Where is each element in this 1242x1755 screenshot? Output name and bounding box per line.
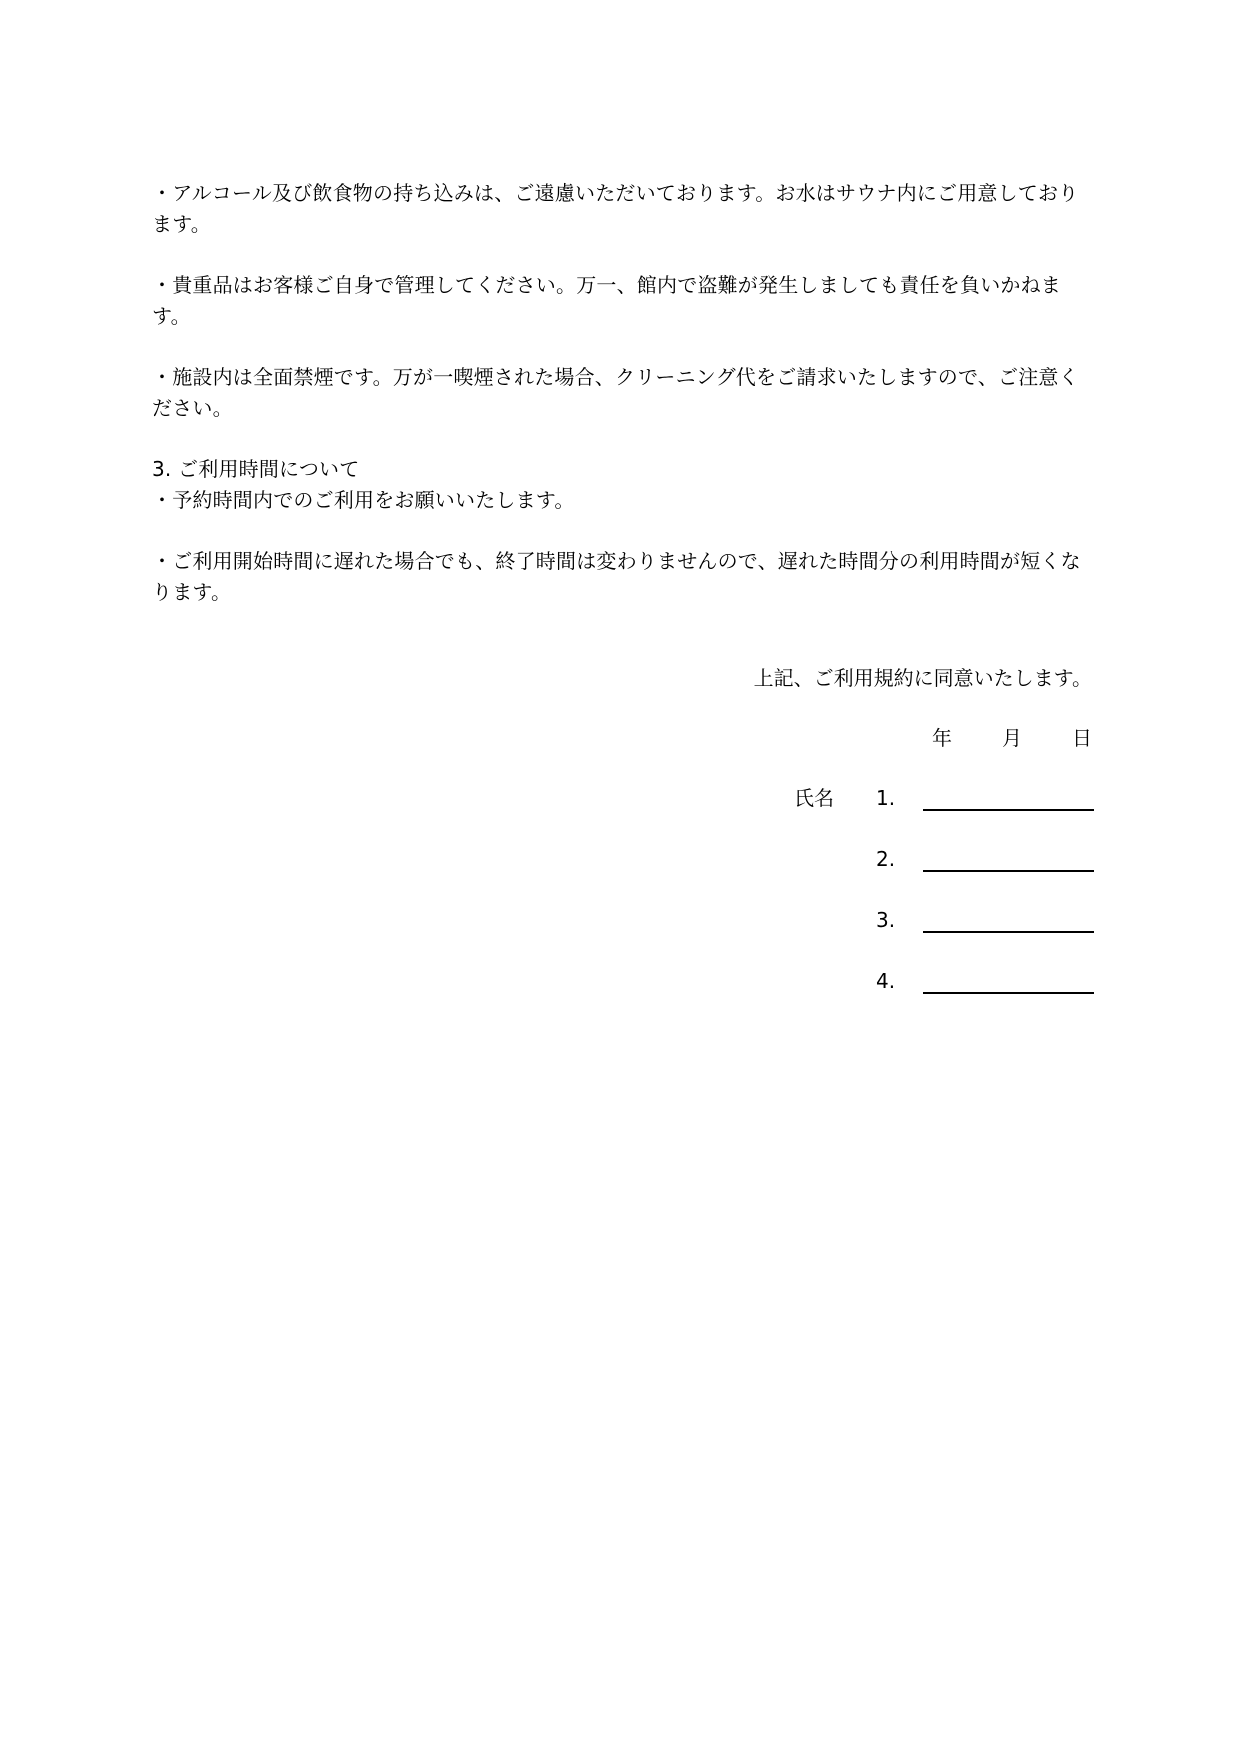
rules-text — [152, 178, 1092, 608]
date-year-label: 年 — [932, 726, 952, 750]
signature-number: 4. — [876, 969, 896, 993]
signature-number: 2. — [876, 847, 896, 871]
signature-number: 3. — [876, 908, 896, 932]
signature-row — [794, 905, 1094, 936]
signature-row — [794, 844, 1094, 875]
date-row — [882, 723, 1092, 754]
agreement-statement: 上記、ご利用規約に同意いたします。 — [753, 666, 1092, 690]
signature-line[interactable] — [923, 809, 1094, 811]
signature-number: 1. — [876, 786, 896, 810]
signature-line[interactable] — [923, 931, 1094, 933]
signature-row — [794, 783, 1094, 814]
signature-line[interactable] — [923, 992, 1094, 994]
rule-paragraph-food: ・アルコール及び飲食物の持ち込みは、ご遠慮いただいております。お水はサウナ内にご用意しております。 — [152, 181, 1079, 236]
signature-name-label: 氏名 — [794, 786, 834, 810]
rule-paragraph-late-arrival: ・ご利用開始時間に遅れた場合でも、終了時間は変わりませんので、遅れた時間分の利用時間が短くなります。 — [152, 549, 1081, 604]
signature-line[interactable] — [923, 870, 1094, 872]
rule-paragraph-valuables: ・貴重品はお客様ご自身で管理してください。万一、館内で盗難が発生しましても責任を負いかねます。 — [152, 273, 1061, 328]
rule-paragraph-reservation: ・予約時間内でのご利用をお願いいたします。 — [152, 488, 575, 512]
section-heading-usage-time: 3. ご利用時間について — [152, 457, 360, 481]
rule-paragraph-smoking: ・施設内は全面禁煙です。万が一喫煙された場合、クリーニング代をご請求いたしますので、ご注意ください。 — [152, 365, 1079, 420]
date-day-label: 日 — [1072, 726, 1092, 750]
signature-block — [794, 783, 1094, 1027]
date-month-label: 月 — [1002, 726, 1022, 750]
signature-row — [794, 966, 1094, 997]
